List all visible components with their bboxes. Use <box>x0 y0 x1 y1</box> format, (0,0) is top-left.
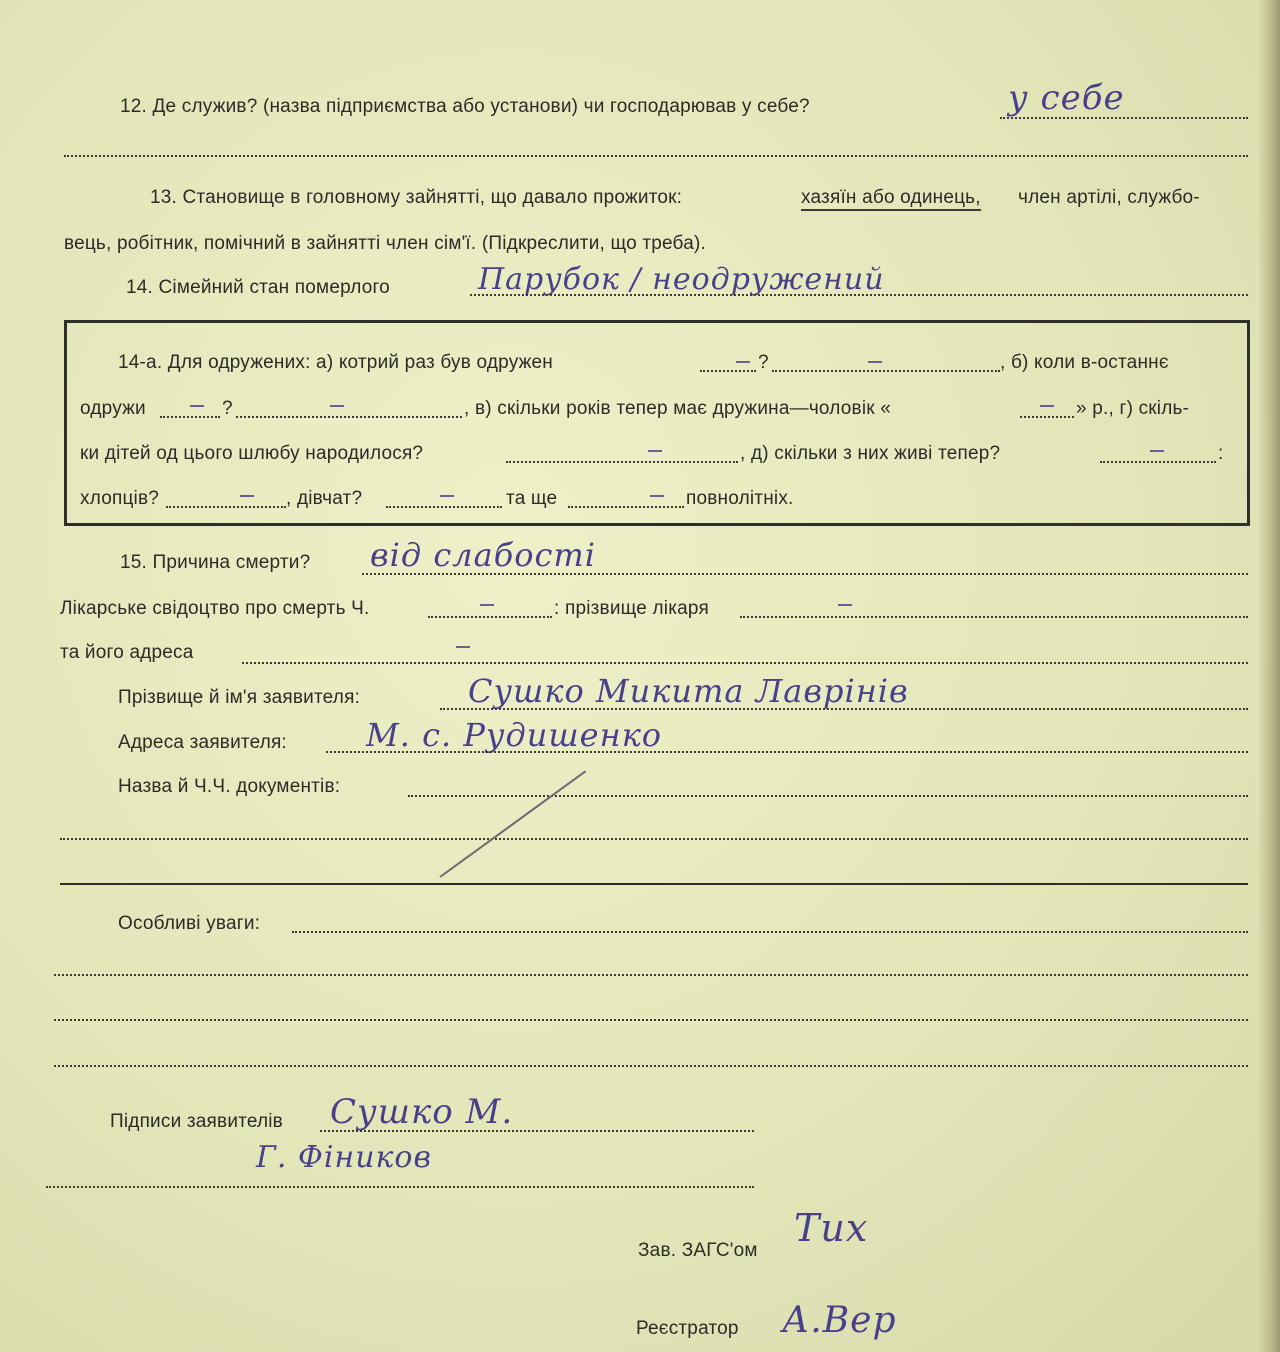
q15-address-label: та його адреса <box>60 642 194 663</box>
zags-head-label: Зав. ЗАГС'ом <box>638 1240 758 1261</box>
q15-certificate-fill <box>428 616 552 618</box>
q14a-dash-9 <box>440 495 454 497</box>
q15-dash-cert <box>480 604 494 606</box>
q14a-fill-1 <box>700 370 756 372</box>
q14a-dash-1 <box>736 361 750 363</box>
q14a-dash-5 <box>1040 405 1054 407</box>
page-edge <box>1258 0 1280 1352</box>
q14a-line4-c: та ще <box>506 488 558 509</box>
q15-certificate-label: Лікарське свідоцтво про смерть Ч. <box>60 598 370 619</box>
q12-fill-line <box>1000 117 1248 119</box>
q14a-fill-2 <box>772 370 1000 372</box>
q15-doctor-label: : прізвище лікаря <box>554 598 709 619</box>
applicant-address-value: М. с. Рудишенко <box>366 716 663 754</box>
q14a-fill-3 <box>160 416 220 418</box>
q12-extra-line <box>64 155 1248 157</box>
q14a-line2-a: одружи <box>80 398 146 419</box>
applicant-docs-extra-line <box>60 838 1248 840</box>
q15-fill-line <box>362 573 1248 575</box>
section-divider <box>60 883 1248 885</box>
q14a-line1-a: 14-а. Для одружених: а) котрий раз був одружен <box>118 352 553 373</box>
applicant-docs-label: Назва й Ч.Ч. документів: <box>118 776 341 797</box>
q15-dash-doctor <box>838 604 852 606</box>
q14a-line4-b: , дівчат? <box>286 488 363 509</box>
applicant-address-label: Адреса заявителя: <box>118 732 287 753</box>
applicant-name-fill <box>440 708 1248 710</box>
q14a-line2-d: » р., г) скіль- <box>1076 398 1190 419</box>
remarks-label: Особливі уваги: <box>118 913 261 934</box>
q14a-line3-c: : <box>1218 443 1224 464</box>
q15-address-fill <box>242 662 1248 664</box>
q14a-line4-d: повнолітніх. <box>686 488 794 509</box>
q14a-fill-5 <box>1020 416 1074 418</box>
q12-answer: у себе <box>1008 78 1125 118</box>
q14a-dash-7 <box>1150 450 1164 452</box>
q14-fill-line <box>470 294 1248 296</box>
q14a-dash-6 <box>648 450 662 452</box>
q14a-line3-a: ки дітей од цього шлюбу народилося? <box>80 443 424 464</box>
remarks-fill-4 <box>54 1065 1248 1067</box>
q13-line1-post: член артілі, службо- <box>1018 187 1200 208</box>
remarks-fill-1 <box>292 931 1248 933</box>
signature-line-1 <box>320 1130 754 1132</box>
q14-label: 14. Сімейний стан померлого <box>126 277 390 298</box>
q14-answer: Парубок / неодружений <box>478 262 885 297</box>
q15-label: 15. Причина смерти? <box>120 552 311 573</box>
applicant-address-fill <box>326 751 1248 753</box>
q14a-fill-8 <box>166 506 286 508</box>
q15-doctor-fill <box>740 616 1248 618</box>
applicant-name-value: Сушко Микита Лаврінів <box>468 672 909 710</box>
q14a-dash-2 <box>868 361 882 363</box>
q14a-line4-a: хлопців? <box>80 488 160 509</box>
zags-head-signature: Тих <box>794 1206 869 1250</box>
q13-underlined-option: хазяїн або одинець, <box>801 187 981 211</box>
registrar-label: Реєстратор <box>636 1318 739 1339</box>
remarks-fill-3 <box>54 1019 1248 1021</box>
applicant-name-label: Прізвище й ім'я заявителя: <box>118 687 361 708</box>
q14a-line1-c: , б) коли в-останнє <box>1000 352 1169 373</box>
q14a-line2-b: ? <box>222 398 233 419</box>
q14a-line3-b: , д) скільки з них живі тепер? <box>740 443 1001 464</box>
q14a-dash-3 <box>190 405 204 407</box>
signature-line-2 <box>46 1186 754 1188</box>
q14a-dash-4 <box>330 405 344 407</box>
q14a-dash-10 <box>650 495 664 497</box>
applicant-docs-fill <box>408 795 1248 797</box>
q14a-line1-b: ? <box>758 352 769 373</box>
signature-1: Сушко М. <box>330 1092 514 1132</box>
q14a-dash-8 <box>240 495 254 497</box>
q13-line2: вець, робітник, помічний в зайнятті член сім'ї. (Підкреслити, що треба). <box>64 233 706 254</box>
signatures-label: Підписи заявителів <box>110 1111 283 1132</box>
remarks-fill-2 <box>54 974 1248 976</box>
q14a-fill-6 <box>506 461 738 463</box>
q14a-fill-9 <box>386 506 502 508</box>
q14a-fill-4 <box>236 416 462 418</box>
q15-dash-address <box>456 646 470 648</box>
signature-2: Г. Фіников <box>256 1140 432 1175</box>
q14a-fill-7 <box>1100 461 1216 463</box>
q14a-line2-c: , в) скільки років тепер має дружина—чоловік « <box>464 398 892 419</box>
q12-label: 12. Де служив? (назва підприємства або установи) чи господарював у себе? <box>120 96 810 117</box>
q15-answer: від слабості <box>370 536 596 574</box>
q13-line1-pre: 13. Становище в головному зайнятті, що давало прожиток: <box>150 187 683 208</box>
q14a-fill-10 <box>568 506 684 508</box>
registrar-signature: А.Вер <box>782 1300 897 1341</box>
